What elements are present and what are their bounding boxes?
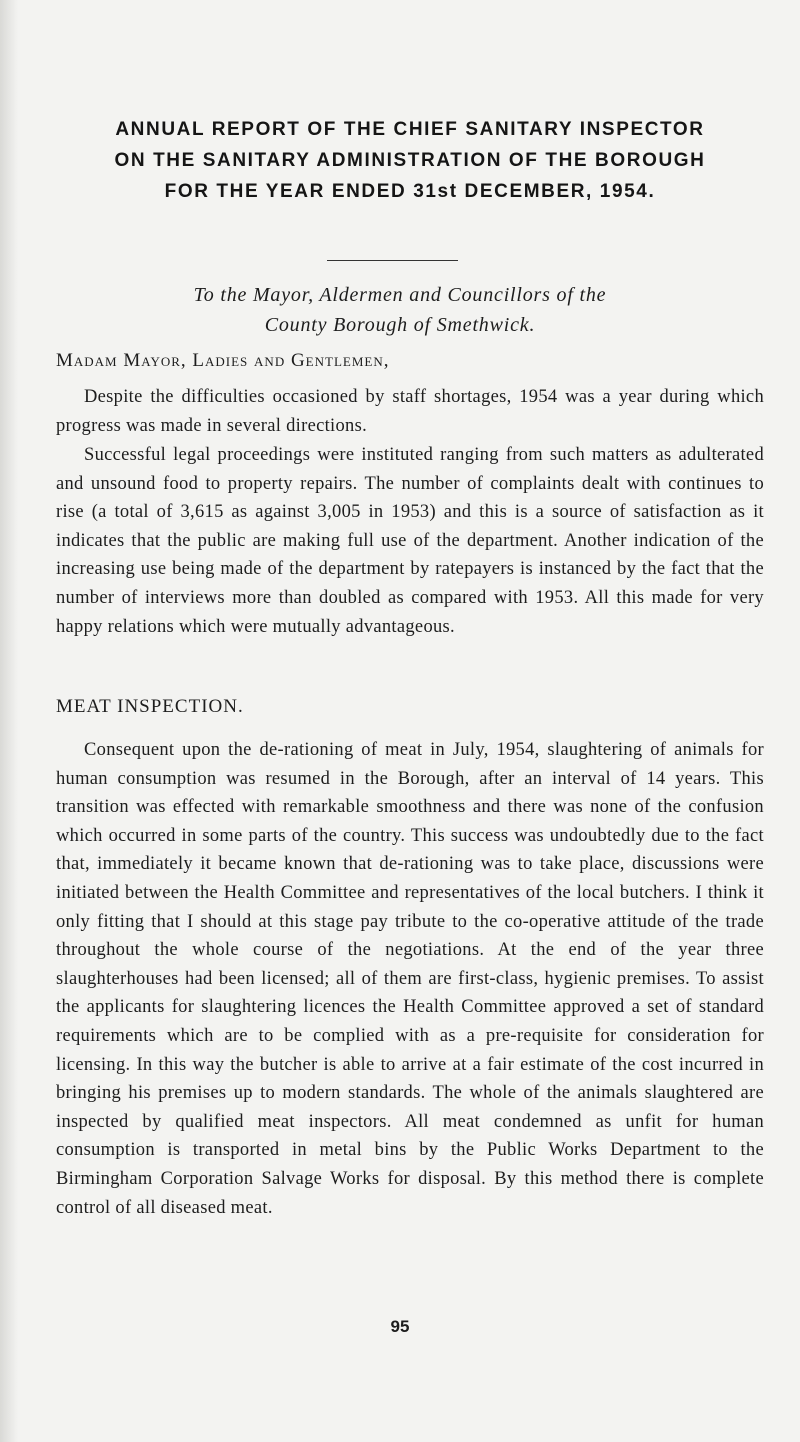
title-line-2: ON THE SANITARY ADMINISTRATION OF THE BOROUGH (114, 150, 706, 171)
title-line-1: ANNUAL REPORT OF THE CHIEF SANITARY INSPECTOR (115, 119, 705, 140)
report-title (60, 114, 760, 207)
section-heading-meat-inspection: MEAT INSPECTION. (56, 696, 244, 717)
paragraph-meat-inspection: Consequent upon the de-rationing of meat in July, 1954, slaughtering of animals for human consumption was resumed in the Borough, after an interval of 14 years. This transition was effected with remarkable smoothness and there was none of the confusion which occurred in some parts of the country. This success was undoubtedly due to the fact that, immediately it became known that de-rationing was to take place, discussions were initiated between the Health Committee and representatives of the local butchers. I think it only fitting that I should at this stage pay tribute to the co-operative attitude of the trade throughout the whole course of the negotiations. At the end of the year three slaughterhouses had been licensed; all of them are first-class, hygienic premises. To assist the applicants for slaughtering licences the Health Committee approved a set of standard requirements which are to be complied with as a pre-requisite for consideration for licensing. In this way the butcher is able to arrive at a fair estimate of the cost incurred in bringing his premises up to modern standards. The whole of the animals slaughtered are inspected by qualified meat inspectors. All meat condemned as unfit for human consumption is transported in metal bins by the Public Works Department to the Birmingham Corporation Salvage Works for disposal. By this method there is complete control of all diseased meat. (56, 740, 764, 1218)
page-number: 95 (390, 1317, 410, 1336)
salutation: Madam Mayor, Ladies and Gentlemen, (56, 350, 390, 371)
paragraph-proceedings: Successful legal proceedings were instituted ranging from such matters as adulterated and unsound food to property repairs. The number of complaints dealt with continues to rise (a total of 3,615 as against 3,005 in 1953) and this is a source of satisfaction as it indicates that the public are making full use of the department. Another indication of the increasing use being made of the department by ratepayers is instanced by the fact that the number of interviews more than doubled as compared with 1953. All this made for very happy relations which were mutually advantageous. (56, 445, 764, 637)
address-line-1: To the Mayor, Aldermen and Councillors of the (193, 284, 607, 306)
paragraph-intro: Despite the difficulties occasioned by staff shortages, 1954 was a year during which progress was made in several directions. (56, 387, 764, 436)
address-block (100, 280, 700, 340)
divider-rule (327, 260, 458, 261)
title-line-3: FOR THE YEAR ENDED 31st DECEMBER, 1954. (164, 181, 656, 202)
binding-shadow (0, 0, 18, 1442)
address-line-2: County Borough of Smethwick. (264, 314, 536, 336)
